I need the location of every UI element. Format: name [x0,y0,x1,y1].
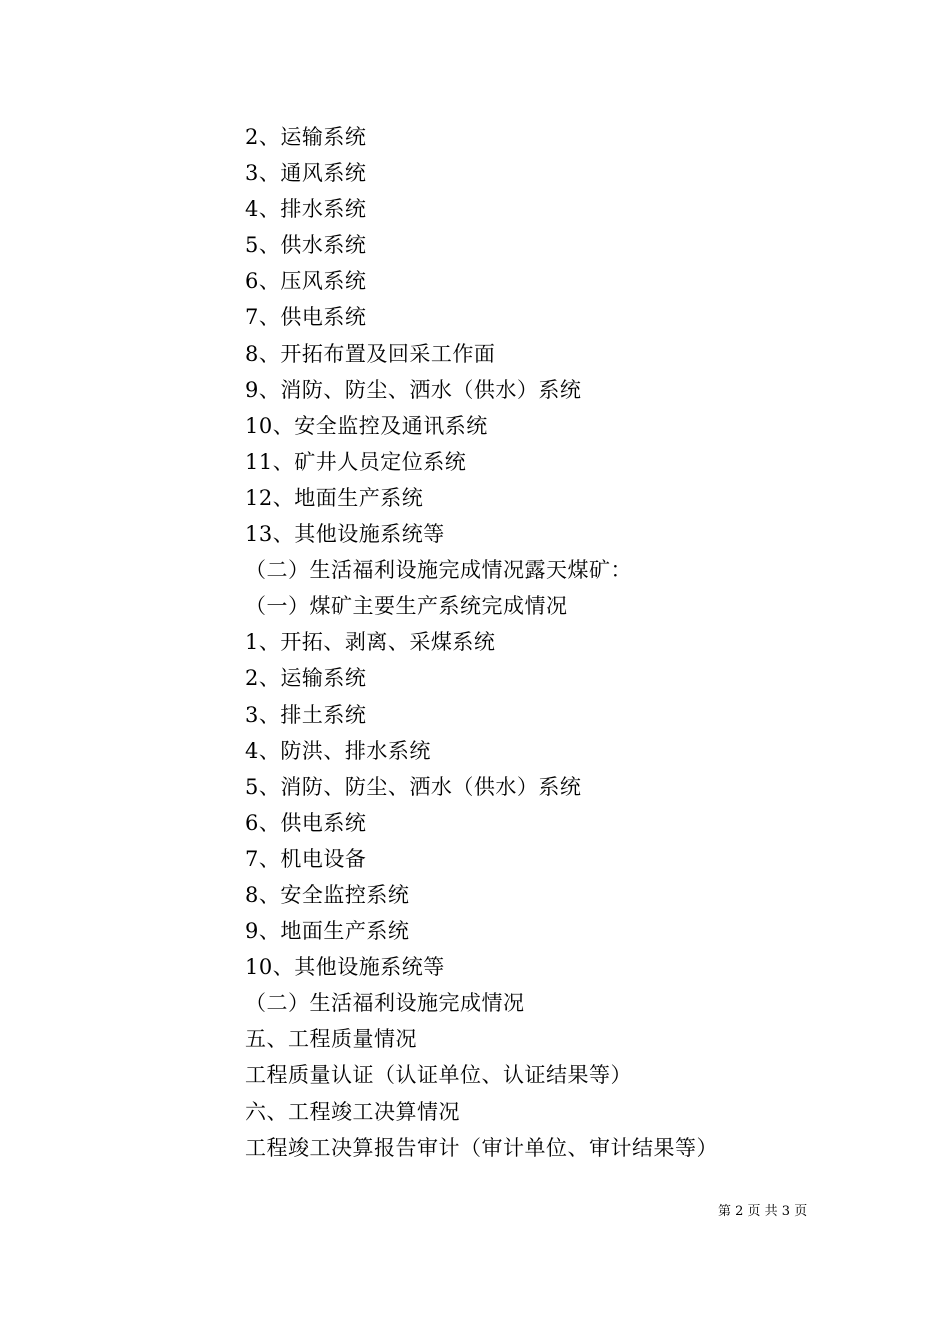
text-line: 11、矿井人员定位系统 [245,449,467,474]
page-number-footer: 第 2 页 共 3 页 [718,1204,808,1219]
text-line: 6、供电系统 [245,810,367,835]
section-heading: （二）生活福利设施完成情况 [245,991,525,1016]
text-line: 6、压风系统 [245,269,367,294]
document-body [245,119,865,1166]
text-line: 1、开拓、剥离、采煤系统 [245,630,496,655]
text-line: 4、防洪、排水系统 [245,738,431,763]
text-line: 4、排水系统 [245,197,367,222]
text-line: 7、机电设备 [245,846,367,871]
section-heading: 六、工程竣工决算情况 [245,1099,460,1124]
text-line: 10、安全监控及通讯系统 [245,413,488,438]
text-line: 3、通风系统 [245,161,367,186]
text-line: 2、运输系统 [245,666,367,691]
text-line: 9、地面生产系统 [245,919,410,944]
text-line: 8、安全监控系统 [245,882,410,907]
text-line: 9、消防、防尘、洒水（供水）系统 [245,377,582,402]
text-line: 工程质量认证（认证单位、认证结果等） [245,1063,632,1088]
text-line: 13、其他设施系统等 [245,522,445,547]
text-line: 10、其他设施系统等 [245,955,445,980]
text-line: 7、供电系统 [245,305,367,330]
section-heading: （二）生活福利设施完成情况露天煤矿： [245,558,632,583]
section-heading: （一）煤矿主要生产系统完成情况 [245,594,568,619]
text-line: 工程竣工决算报告审计（审计单位、审计结果等） [245,1135,718,1160]
text-line: 12、地面生产系统 [245,485,424,510]
text-line: 3、排土系统 [245,702,367,727]
text-line: 5、供水系统 [245,233,367,258]
section-heading: 五、工程质量情况 [245,1027,417,1052]
text-line: 8、开拓布置及回采工作面 [245,341,496,366]
text-line: 2、运输系统 [245,125,367,149]
text-line: 5、消防、防尘、洒水（供水）系统 [245,774,582,799]
